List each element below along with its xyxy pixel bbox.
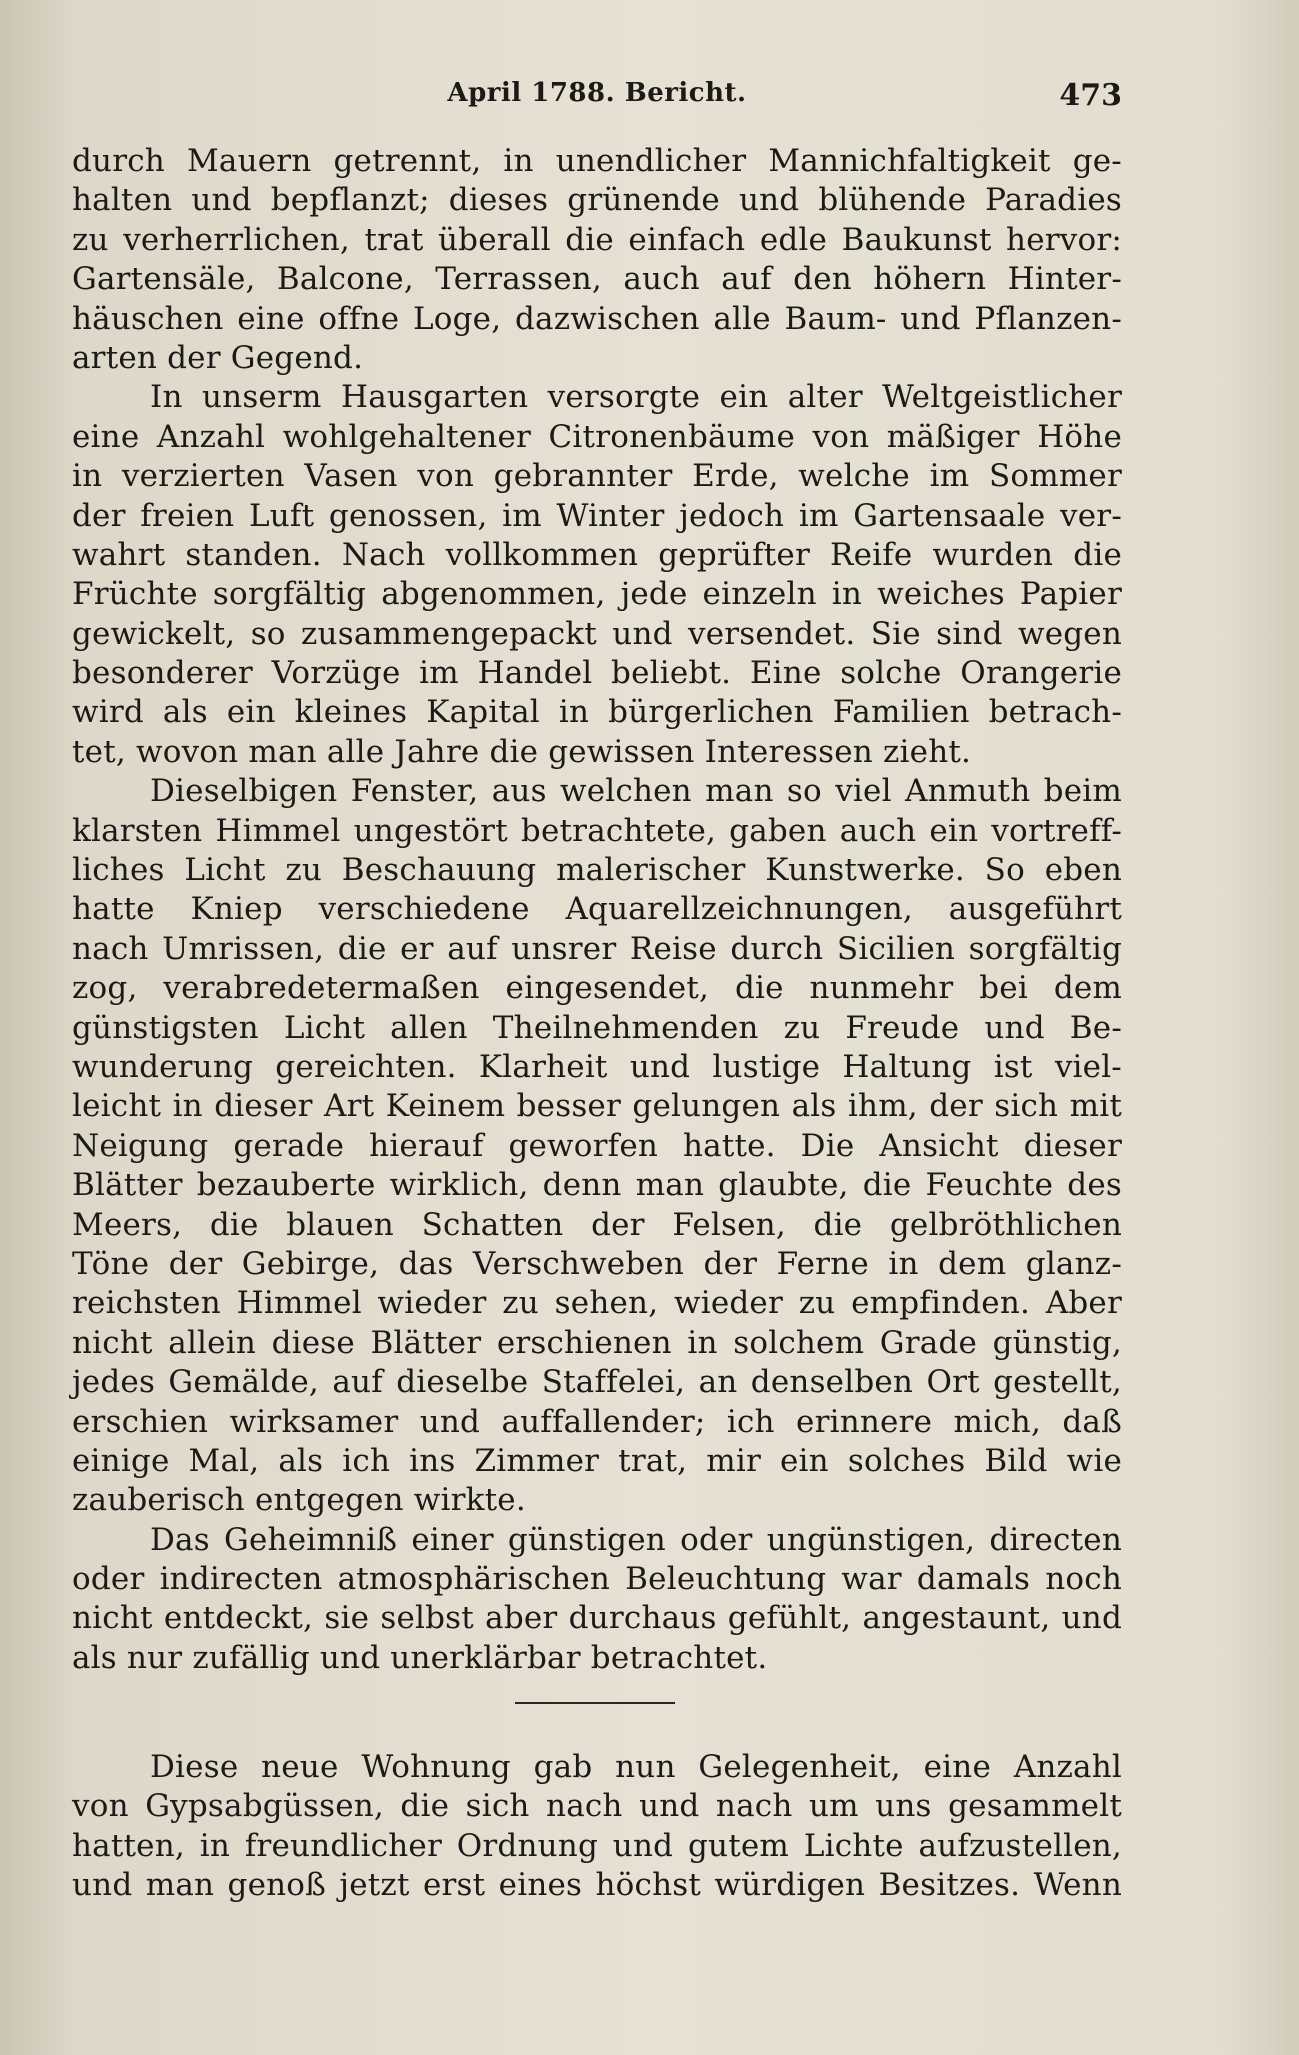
text-line: nicht allein diese Blätter erschienen in solchem Grade günstig, <box>72 1324 1122 1361</box>
text-line: Meers, die blauen Schatten der Felsen, die gelbröthlichen <box>72 1206 1122 1243</box>
text-line: von Gypsabgüssen, die sich nach und nach um uns gesammelt <box>72 1788 1122 1825</box>
text-line: nach Umrissen, die er auf unsrer Reise durch Sicilien sorgfältig <box>72 930 1122 967</box>
text-line: jedes Gemälde, auf dieselbe Staffelei, an denselben Ort gestellt, <box>72 1364 1122 1401</box>
paragraph <box>72 378 1122 772</box>
text-line: halten und bepflanzt; dieses grünende und blühende Paradies <box>72 182 1122 219</box>
text-line: eine Anzahl wohlgehaltener Citronenbäume von mäßiger Höhe <box>72 418 1122 455</box>
text-line: und man genoß jetzt erst eines höchst würdigen Besitzes. Wenn <box>72 1867 1122 1904</box>
text-line: arten der Gegend. <box>72 339 364 376</box>
text-line: liches Licht zu Beschauung malerischer Kunstwerke. So eben <box>72 852 1122 889</box>
text-line: klarsten Himmel ungestört betrachtete, gaben auch ein vortreff- <box>72 812 1122 849</box>
text-line: hatte Kniep verschiedene Aquarellzeichnungen, ausgeführt <box>72 891 1122 928</box>
text-line: wahrt standen. Nach vollkommen geprüfter Reife wurden die <box>72 536 1122 573</box>
text-line: zauberisch entgegen wirkte. <box>72 1482 526 1519</box>
text-line: Gartensäle, Balcone, Terrassen, auch auf den höhern Hinter- <box>72 261 1122 298</box>
text-line: der freien Luft genossen, im Winter jedoch im Gartensaale ver- <box>72 497 1122 534</box>
text-line: nicht entdeckt, sie selbst aber durchaus gefühlt, angestaunt, und <box>72 1600 1122 1637</box>
paragraph <box>72 1748 1122 1906</box>
text-line: Blätter bezauberte wirklich, denn man glaubte, die Feuchte des <box>72 1167 1122 1204</box>
page-header <box>72 78 1122 118</box>
text-line: oder indirecten atmosphärischen Beleuchtung war damals noch <box>72 1561 1122 1598</box>
text-line: hatten, in freundlicher Ordnung und gutem Lichte aufzustellen, <box>72 1827 1122 1864</box>
paragraph <box>72 142 1122 378</box>
text-line: Töne der Gebirge, das Verschweben der Ferne in dem glanz- <box>72 1245 1122 1282</box>
text-line: In unserm Hausgarten versorgte ein alter Weltgeistlicher <box>150 379 1122 416</box>
text-line: durch Mauern getrennt, in unendlicher Mannichfaltigkeit ge- <box>72 143 1122 179</box>
text-line: Früchte sorgfältig abgenommen, jede einzeln in weiches Papier <box>72 576 1122 613</box>
text-line: in verzierten Vasen von gebrannter Erde, welche im Sommer <box>72 458 1122 495</box>
text-line: gewickelt, so zusammengepackt und versendet. Sie sind wegen <box>72 615 1122 652</box>
text-line: einige Mal, als ich ins Zimmer trat, mir ein solches Bild wie <box>72 1442 1122 1479</box>
paragraph <box>72 1521 1122 1679</box>
text-line: zog, verabredetermaßen eingesendet, die nunmehr bei dem <box>72 970 1122 1007</box>
section-divider <box>515 1702 675 1704</box>
text-line: besonderer Vorzüge im Handel beliebt. Eine solche Orangerie <box>72 655 1122 692</box>
text-line: günstigsten Licht allen Theilnehmenden zu Freude und Be- <box>72 1009 1122 1046</box>
main-text <box>72 142 1122 1678</box>
text-line: als nur zufällig und unerklärbar betrachtet. <box>72 1639 768 1676</box>
text-line: Das Geheimniß einer günstigen oder ungünstigen, directen <box>150 1521 1122 1558</box>
text-line: häuschen eine offne Loge, dazwischen alle Baum- und Pflanzen- <box>72 300 1122 337</box>
text-line: zu verherrlichen, trat überall die einfach edle Baukunst hervor: <box>72 221 1122 258</box>
paragraph <box>72 772 1122 1520</box>
text-line: Dieselbigen Fenster, aus welchen man so viel Anmuth beim <box>150 773 1122 810</box>
text-line: tet, wovon man alle Jahre die gewissen Interessen zieht. <box>72 733 972 770</box>
text-line: erschien wirksamer und auffallender; ich erinnere mich, daß <box>72 1403 1122 1440</box>
section-two-text <box>72 1748 1122 1906</box>
text-line: reichsten Himmel wieder zu sehen, wieder zu empfinden. Aber <box>72 1285 1122 1322</box>
page-number: 473 <box>1059 78 1122 113</box>
text-line: wunderung gereichten. Klarheit und lustige Haltung ist viel- <box>72 1048 1122 1085</box>
text-line: Neigung gerade hierauf geworfen hatte. Die Ansicht dieser <box>72 1127 1122 1164</box>
running-head: April 1788. Bericht. <box>447 78 747 108</box>
text-line: Diese neue Wohnung gab nun Gelegenheit, eine Anzahl <box>150 1749 1122 1785</box>
text-line: leicht in dieser Art Keinem besser gelungen als ihm, der sich mit <box>72 1088 1122 1125</box>
text-line: wird als ein kleines Kapital in bürgerlichen Familien betrach- <box>72 694 1122 731</box>
